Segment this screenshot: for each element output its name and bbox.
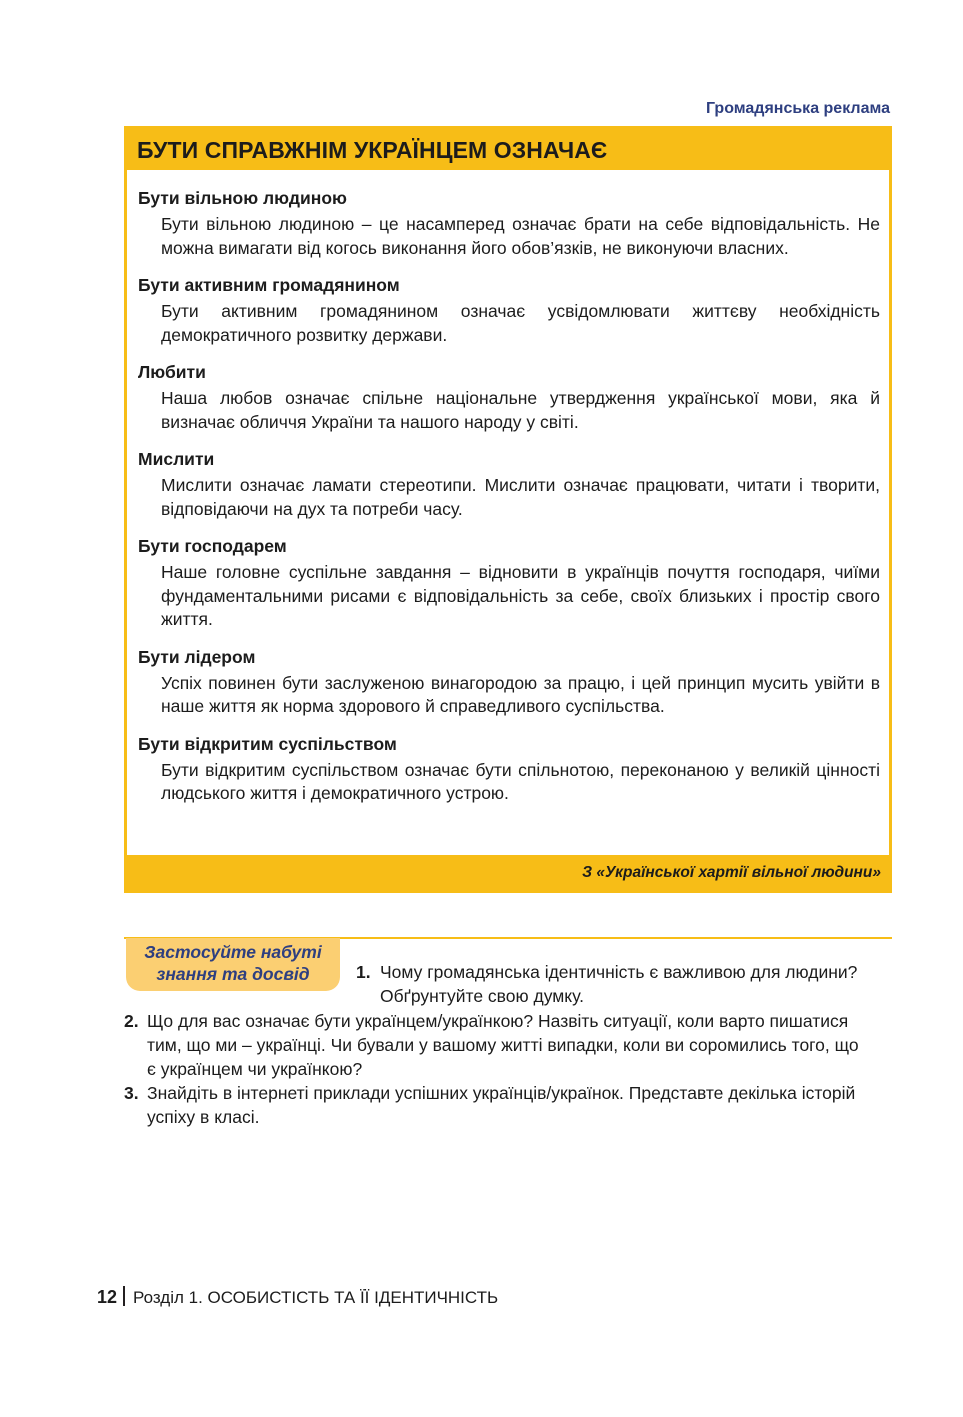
footer-separator bbox=[123, 1286, 125, 1306]
chapter-title: Розділ 1. ОСОБИСТІСТЬ ТА ЇЇ ІДЕНТИЧНІСТЬ bbox=[133, 1288, 499, 1307]
entry-text: Бути вільною людиною – це насамперед означає брати на себе відповідальність. Не можна вимагати від когось виконання його обов’язків, не виконуючи власних. bbox=[161, 214, 880, 258]
box-source: З «Української хартії вільної людини» bbox=[127, 855, 889, 890]
entry-free-person bbox=[138, 188, 880, 260]
entry-master bbox=[138, 536, 880, 632]
question-text-line: Знайдіть в інтернеті приклади успішних українців/українок. Представте декілька історій bbox=[147, 1083, 856, 1103]
entry-heading: Бути вільною людиною bbox=[138, 188, 347, 208]
question-text-line: тим, що ми – українці. Чи бували у вашому житті випадки, коли ви соромились того, що bbox=[147, 1035, 859, 1055]
page-footer bbox=[97, 1286, 498, 1309]
question-number: 3. bbox=[124, 1083, 139, 1103]
question-2 bbox=[124, 1009, 896, 1081]
question-text-line: Обґрунтуйте свою думку. bbox=[380, 986, 585, 1006]
entry-heading: Бути відкритим суспільством bbox=[138, 733, 397, 754]
section-label: Громадянська реклама bbox=[705, 100, 890, 117]
question-text-line: є українцем чи українкою? bbox=[147, 1059, 363, 1079]
entry-text: Наша любов означає спільне національне утвердження української мови, яка й визначає обличчя України та нашого народу у світі. bbox=[161, 388, 880, 432]
entry-heading: Бути господарем bbox=[138, 536, 287, 556]
entry-text: Бути активним громадянином означає усвідомлювати життєву необхідність демократичного розвитку держави. bbox=[161, 301, 880, 345]
question-1 bbox=[356, 960, 896, 1008]
question-text-line: Чому громадянська ідентичність є важливою для людини? bbox=[380, 962, 858, 982]
entry-text: Наше головне суспільне завдання – відновити в українців почуття господаря, чиїми фундаментальними рисами є відповідальність за себе, своїх близьких і простір свого життя. bbox=[161, 562, 880, 629]
entry-heading: Бути лідером bbox=[138, 646, 256, 667]
entry-heading: Бути активним громадянином bbox=[138, 275, 400, 295]
entry-text: Мислити означає ламати стереотипи. Мислити означає працювати, читати і творити, відповідаючи на дух та потреби часу. bbox=[161, 475, 880, 519]
info-box bbox=[124, 126, 892, 893]
entry-think bbox=[138, 449, 880, 521]
question-text-line: Що для вас означає бути українцем/українкою? Назвіть ситуації, коли варто пишатися bbox=[147, 1011, 849, 1031]
apply-badge-line1: Застосуйте набуті bbox=[144, 942, 322, 962]
box-title: БУТИ СПРАВЖНІМ УКРАЇНЦЕМ ОЗНАЧАЄ bbox=[127, 129, 889, 170]
entry-heading: Мислити bbox=[138, 449, 215, 469]
entry-open-society bbox=[138, 734, 880, 806]
entry-heading: Любити bbox=[138, 362, 206, 382]
apply-badge bbox=[126, 938, 340, 991]
page-number: 12 bbox=[97, 1287, 118, 1307]
question-number: 2. bbox=[124, 1011, 139, 1031]
question-number: 1. bbox=[356, 962, 371, 982]
entry-leader bbox=[138, 647, 880, 719]
entry-text: Успіх повинен бути заслуженою винагородою за працю, і цей принцип мусить увійти в наше життя як норма здорового й справедливого суспільства. bbox=[161, 672, 880, 716]
box-body bbox=[127, 170, 889, 806]
apply-badge-line2: знання та досвід bbox=[156, 964, 310, 984]
entry-love bbox=[138, 362, 880, 434]
entry-text: Бути відкритим суспільством означає бути спільнотою, переконаною у великій цінності людського життя і демократичного устрою. bbox=[161, 759, 880, 803]
question-3 bbox=[124, 1081, 896, 1129]
question-text-line: успіху в класі. bbox=[147, 1107, 260, 1127]
entry-active-citizen bbox=[138, 275, 880, 347]
